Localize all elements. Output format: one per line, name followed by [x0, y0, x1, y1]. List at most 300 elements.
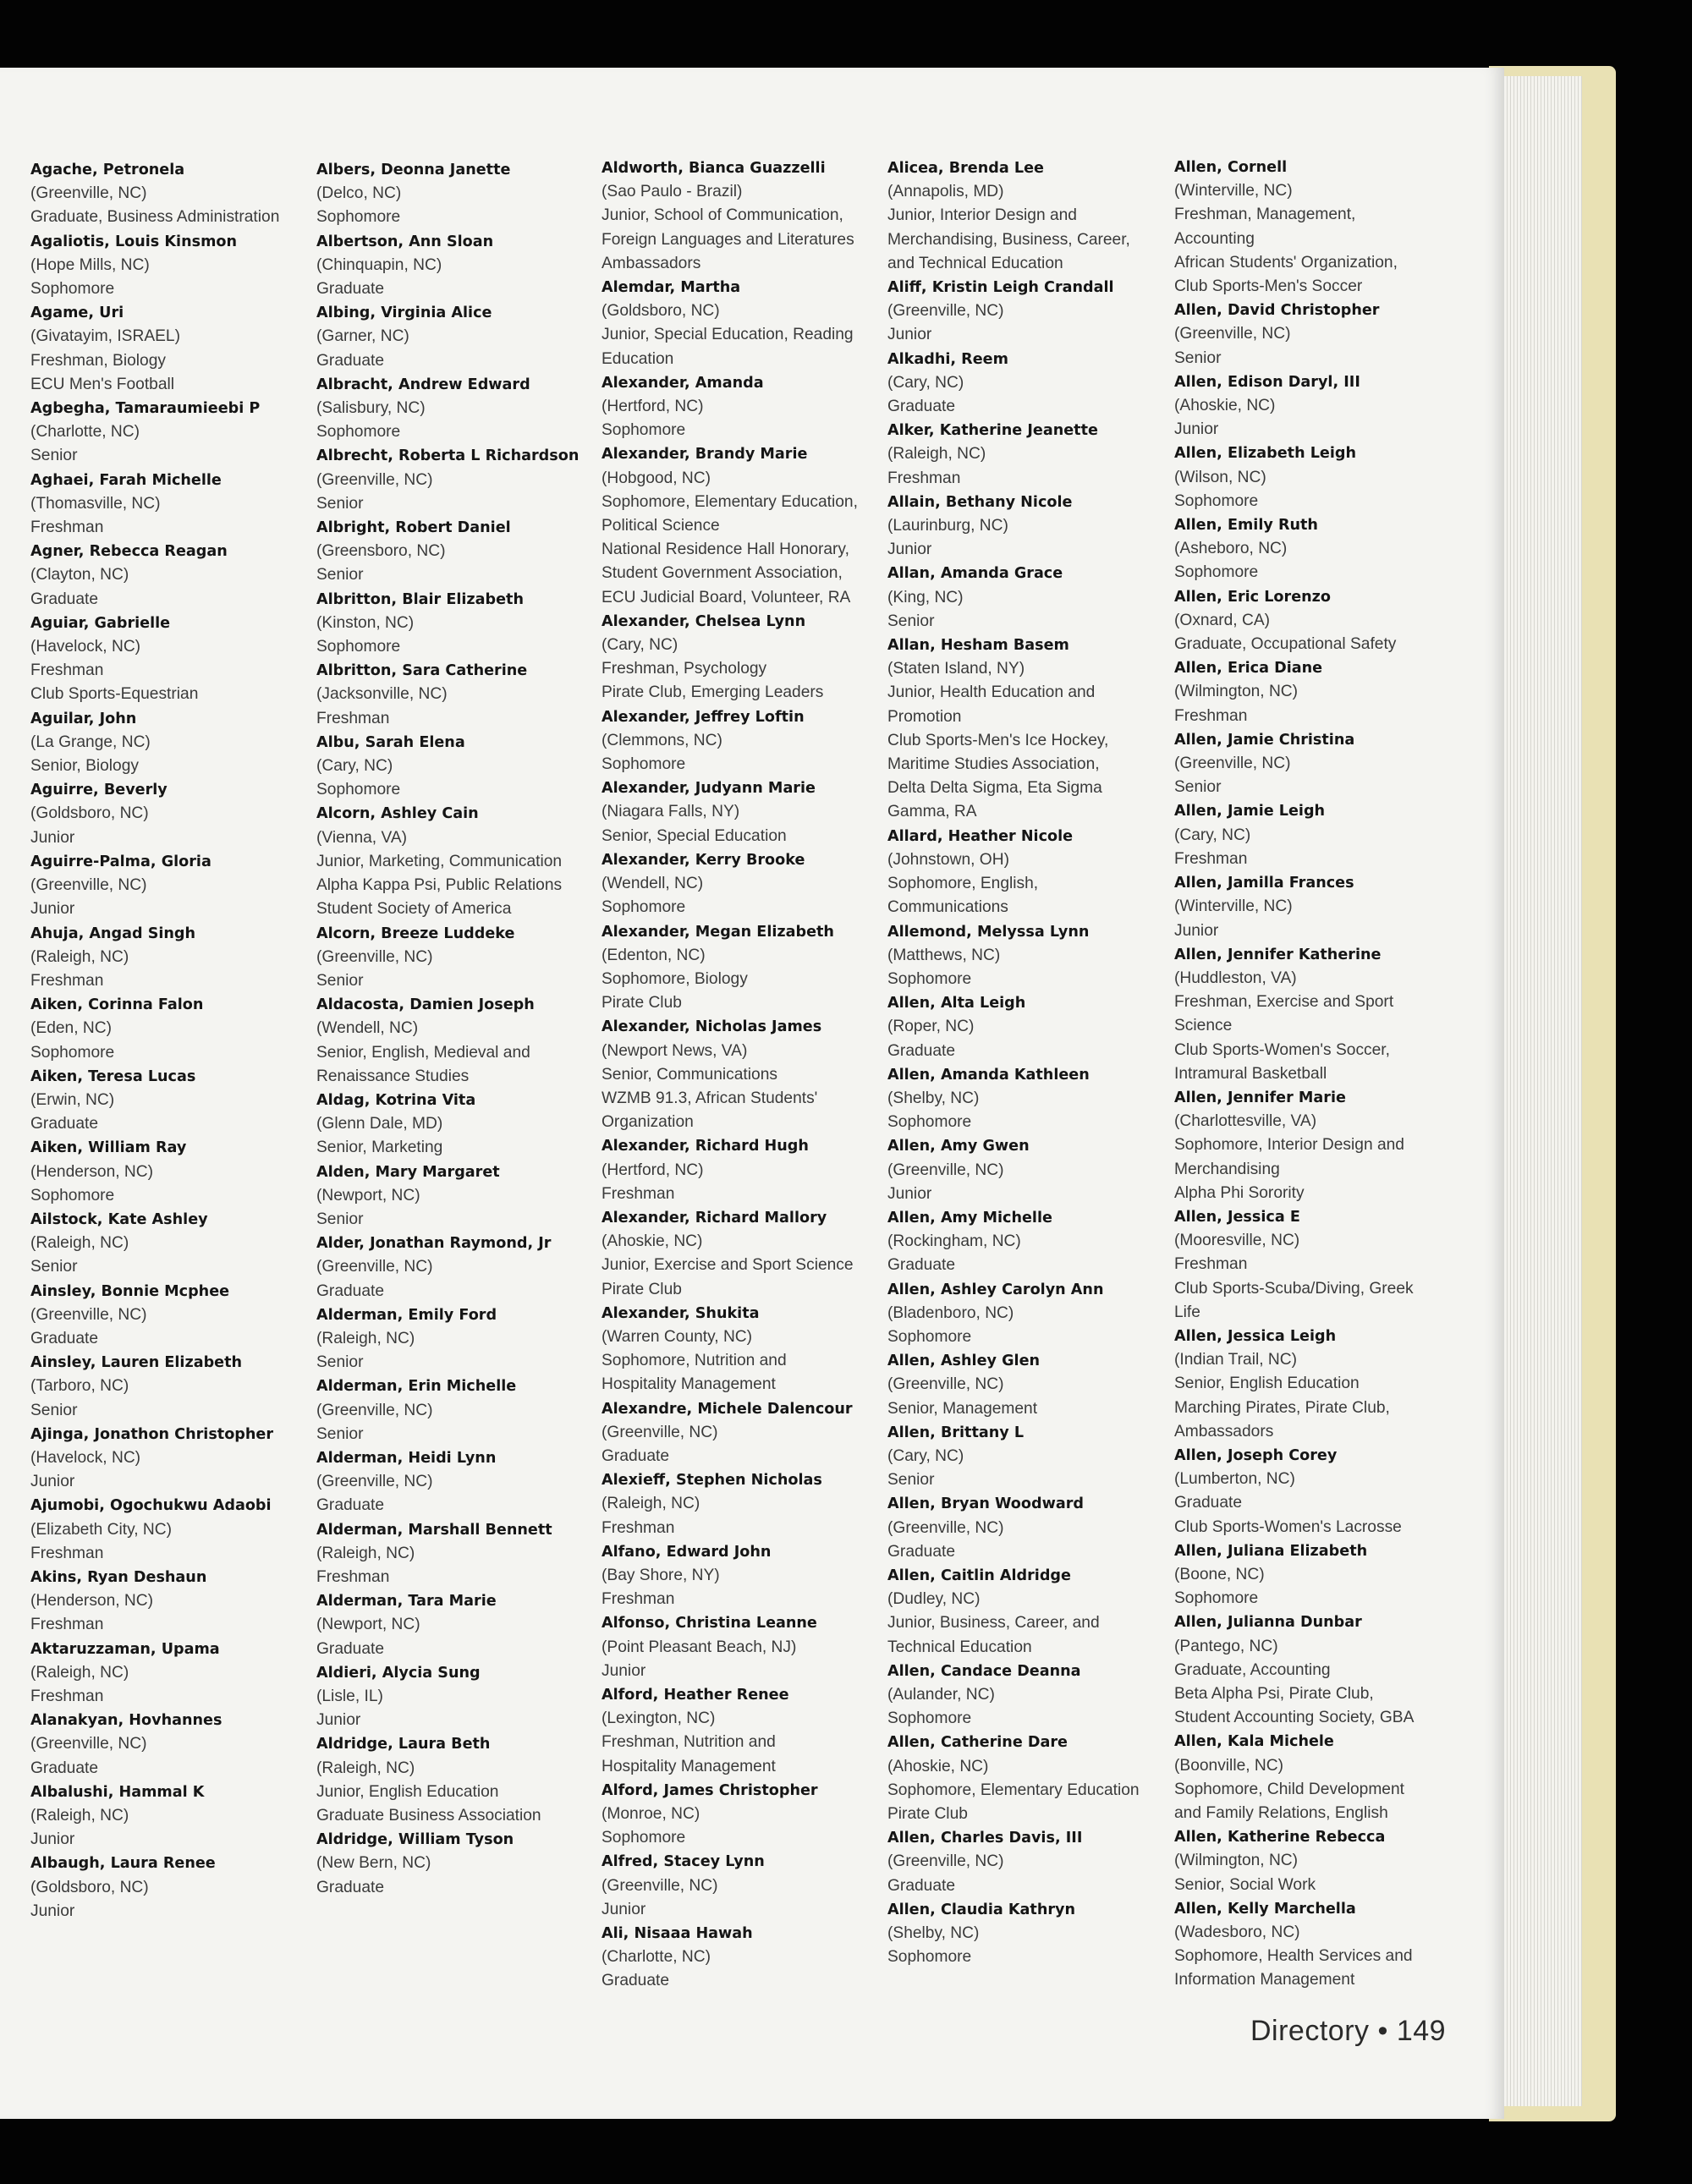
entry-name: Allen, Joseph Corey — [1174, 1446, 1338, 1464]
entry-detail: Club Sports-Women's Lacrosse — [1174, 1517, 1402, 1536]
entry-hometown: (Edenton, NC) — [602, 946, 706, 964]
entry-name: Allen, David Christopher — [1174, 302, 1380, 320]
directory-entry — [316, 1303, 596, 1375]
entry-detail: Graduate, Occupational Safety — [1174, 635, 1397, 654]
directory-entry — [30, 778, 310, 850]
entry-name: Allen, Candace Deanna — [887, 1662, 1081, 1680]
entry-detail: Junior, Special Education, Reading — [602, 326, 854, 344]
entry-name: Alexander, Megan Elizabeth — [602, 923, 834, 941]
entry-hometown: (Boone, NC) — [1174, 1565, 1265, 1583]
entry-hometown: (Greenville, NC) — [30, 1735, 147, 1753]
entry-name: Allen, Katherine Rebecca — [1174, 1829, 1386, 1847]
entry-detail: Club Sports-Men's Ice Hockey, — [887, 731, 1109, 749]
entry-detail: Sophomore — [316, 781, 401, 799]
directory-entry — [602, 276, 881, 371]
entry-name: Alder, Jonathan Raymond, Jr — [316, 1235, 552, 1253]
entry-detail: Junior, Marketing, Communication — [316, 852, 563, 870]
entry-hometown: (Hertford, NC) — [602, 398, 704, 416]
directory-entry — [602, 848, 881, 920]
entry-hometown: (Wilson, NC) — [1174, 468, 1266, 486]
entry-name: Aiken, Corinna Falon — [30, 996, 204, 1014]
entry-detail: Senior — [30, 1401, 78, 1419]
directory-entry — [30, 612, 310, 707]
directory-entry — [1174, 156, 1453, 299]
directory-entry — [887, 1660, 1167, 1731]
directory-entry — [887, 920, 1167, 992]
entry-name: Aghaei, Farah Michelle — [30, 471, 222, 489]
entry-detail: Freshman, Psychology — [602, 660, 767, 678]
entry-detail: Graduate — [30, 590, 99, 608]
entry-hometown: (Rockingham, NC) — [887, 1232, 1021, 1251]
directory-entry — [602, 1540, 881, 1612]
entry-name: Alexander, Kerry Brooke — [602, 851, 805, 869]
entry-name: Alfonso, Christina Leanne — [602, 1615, 817, 1633]
directory-entry — [602, 1468, 881, 1540]
entry-detail: Senior — [316, 971, 364, 990]
directory-entry — [887, 1731, 1167, 1826]
entry-name: Aldag, Kotrina Vita — [316, 1091, 476, 1109]
directory-entry — [602, 1206, 881, 1302]
entry-detail: Sophomore — [887, 1709, 972, 1728]
entry-name: Allen, Bryan Woodward — [887, 1495, 1084, 1513]
entry-detail: Freshman — [1174, 1255, 1248, 1274]
directory-entry — [316, 1375, 596, 1446]
entry-detail: Junior — [30, 1830, 75, 1849]
entry-detail: Sophomore — [30, 280, 115, 299]
entry-detail: Freshman, Management, — [1174, 206, 1356, 224]
directory-entry — [30, 1136, 310, 1208]
entry-detail: Sophomore — [602, 1829, 686, 1847]
entry-detail: Graduate — [30, 1115, 99, 1133]
entry-hometown: (Ahoskie, NC) — [1174, 397, 1276, 415]
entry-detail: Sophomore, English, — [887, 875, 1039, 893]
directory-entry — [602, 1683, 881, 1779]
entry-detail: Foreign Languages and Literatures — [602, 230, 854, 249]
entry-hometown: (Niagara Falls, NY) — [602, 803, 740, 821]
entry-hometown: (Raleigh, NC) — [602, 1495, 700, 1513]
entry-name: Allen, Amy Gwen — [887, 1138, 1030, 1155]
entry-detail: Pirate Club — [602, 1280, 682, 1298]
entry-hometown: (Winterville, NC) — [1174, 182, 1293, 200]
directory-entry — [887, 1826, 1167, 1898]
directory-entry — [1174, 1611, 1453, 1730]
entry-hometown: (Staten Island, NY) — [887, 660, 1025, 678]
entry-hometown: (Vienna, VA) — [316, 828, 408, 847]
entry-name: Allemond, Melyssa Lynn — [887, 923, 1090, 941]
entry-hometown: (Greenville, NC) — [316, 947, 433, 966]
directory-entry — [316, 158, 596, 230]
entry-name: Allen, Erica Diane — [1174, 660, 1323, 678]
directory-entry — [1174, 513, 1453, 585]
entry-detail: Freshman, Nutrition and — [602, 1733, 776, 1752]
directory-entry — [316, 1589, 596, 1661]
entry-name: Allen, Jamilla Frances — [1174, 875, 1354, 892]
entry-hometown: (Givatayim, ISRAEL) — [30, 327, 180, 346]
entry-detail: Sophomore — [887, 1948, 972, 1967]
directory-entry — [1174, 656, 1453, 728]
directory-entry — [602, 610, 881, 705]
entry-detail: Senior — [316, 1424, 364, 1443]
entry-detail: Sophomore, Interior Design and — [1174, 1136, 1404, 1155]
entry-detail: Graduate, Accounting — [1174, 1660, 1331, 1679]
entry-hometown: (Goldsboro, NC) — [602, 302, 720, 321]
entry-name: Allen, Jennifer Katherine — [1174, 946, 1382, 963]
entry-detail: Sophomore — [602, 421, 686, 440]
entry-hometown: (Greenville, NC) — [887, 1161, 1004, 1179]
entry-name: Agbegha, Tamaraumieebi P — [30, 400, 261, 418]
directory-entry — [1174, 1205, 1453, 1325]
entry-detail: Pirate Club — [887, 1805, 968, 1824]
entry-name: Allen, Kelly Marchella — [1174, 1900, 1356, 1918]
entry-hometown: (Raleigh, NC) — [30, 1663, 129, 1682]
directory-entry — [602, 705, 881, 777]
entry-detail: African Students' Organization, — [1174, 253, 1398, 272]
entry-detail: Senior — [316, 494, 364, 513]
entry-detail: Junior — [316, 1711, 361, 1730]
entry-name: Alderman, Tara Marie — [316, 1593, 497, 1611]
entry-name: Allan, Hesham Basem — [887, 637, 1069, 655]
entry-detail: Freshman — [30, 1616, 104, 1634]
entry-detail: Senior — [30, 1258, 78, 1276]
directory-entry — [887, 419, 1167, 491]
directory-entry — [30, 1280, 310, 1352]
entry-name: Alexandre, Michele Dalencour — [602, 1400, 853, 1418]
entry-hometown: (Matthews, NC) — [887, 946, 1001, 964]
entry-name: Alexander, Chelsea Lynn — [602, 612, 806, 630]
entry-detail: Sophomore, Biology — [602, 969, 748, 988]
entry-detail: Life — [1174, 1303, 1200, 1321]
entry-hometown: (Greensboro, NC) — [316, 542, 446, 561]
entry-detail: Senior, English Education — [1174, 1375, 1360, 1393]
entry-hometown: (Henderson, NC) — [30, 1592, 154, 1611]
entry-hometown: (Lisle, IL) — [316, 1687, 383, 1705]
entry-detail: Student Society of America — [316, 900, 512, 919]
directory-entry — [887, 1063, 1167, 1135]
entry-hometown: (Oxnard, CA) — [1174, 611, 1271, 629]
entry-name: Allen, Jamie Christina — [1174, 731, 1355, 749]
directory-entry — [316, 1089, 596, 1161]
directory-entry — [1174, 728, 1453, 800]
directory-entry — [316, 373, 596, 445]
entry-detail: Graduate — [30, 1329, 99, 1347]
directory-entry — [316, 516, 596, 588]
entry-name: Aguiar, Gabrielle — [30, 614, 171, 632]
entry-detail: Gamma, RA — [887, 803, 977, 821]
entry-hometown: (Greenville, NC) — [1174, 755, 1291, 773]
entry-detail: Sophomore — [30, 1043, 115, 1062]
directory-entry — [30, 158, 310, 230]
directory-entry — [30, 397, 310, 469]
entry-detail: Graduate — [316, 280, 385, 299]
directory-entry — [602, 1015, 881, 1134]
entry-detail: Freshman — [1174, 706, 1248, 725]
entry-name: Albracht, Andrew Edward — [316, 376, 530, 393]
entry-name: Albers, Deonna Janette — [316, 162, 511, 178]
entry-name: Alden, Mary Margaret — [316, 1163, 500, 1181]
entry-name: Alfano, Edward John — [602, 1543, 772, 1561]
entry-hometown: (Tarboro, NC) — [30, 1377, 129, 1396]
entry-detail: Club Sports-Scuba/Diving, Greek — [1174, 1279, 1414, 1298]
entry-name: Allen, Claudia Kathryn — [887, 1901, 1076, 1918]
entry-hometown: (Newport News, VA) — [602, 1041, 748, 1060]
entry-name: Allen, Julianna Dunbar — [1174, 1614, 1362, 1632]
entry-name: Ajumobi, Ogochukwu Adaobi — [30, 1497, 272, 1515]
entry-name: Albertson, Ann Sloan — [316, 233, 494, 250]
entry-name: Allen, Juliana Elizabeth — [1174, 1542, 1368, 1560]
entry-detail: Sophomore — [1174, 491, 1259, 510]
directory-entry — [887, 1898, 1167, 1970]
entry-detail: Sophomore — [316, 208, 401, 227]
entry-hometown: (Greenville, NC) — [316, 1473, 433, 1491]
directory-entry — [602, 1779, 881, 1851]
entry-name: Aguilar, John — [30, 710, 137, 727]
directory-entry — [1174, 299, 1453, 370]
entry-detail: Student Accounting Society, GBA — [1174, 1709, 1415, 1727]
directory-entry — [30, 1494, 310, 1566]
directory-entry — [1174, 1730, 1453, 1825]
directory-entry — [316, 230, 596, 302]
directory-entry — [30, 1208, 310, 1280]
entry-hometown: (Henderson, NC) — [30, 1162, 154, 1181]
entry-detail: Club Sports-Women's Soccer, — [1174, 1040, 1390, 1059]
entry-detail: Graduate — [887, 1542, 956, 1561]
entry-detail: Club Sports-Men's Soccer — [1174, 277, 1363, 296]
entry-hometown: (Wilmington, NC) — [1174, 683, 1299, 701]
entry-hometown: (Clemmons, NC) — [602, 731, 722, 749]
entry-detail: Communications — [887, 898, 1008, 917]
entry-hometown: (Raleigh, NC) — [30, 1234, 129, 1253]
entry-detail: Merchandising, Business, Career, — [887, 230, 1130, 249]
entry-hometown: (Indian Trail, NC) — [1174, 1351, 1298, 1369]
entry-hometown: (Charlotte, NC) — [602, 1948, 711, 1967]
entry-detail: Senior, Social Work — [1174, 1875, 1316, 1894]
directory-entry — [1174, 1325, 1453, 1444]
directory-entry — [316, 993, 596, 1089]
directory-entry — [887, 634, 1167, 825]
entry-detail: Graduate — [1174, 1494, 1243, 1512]
entry-detail: Junior — [1174, 921, 1219, 940]
entry-detail: and Technical Education — [887, 254, 1063, 272]
directory-entry — [602, 1611, 881, 1683]
entry-hometown: (Elizabeth City, NC) — [30, 1520, 173, 1539]
entry-detail: WZMB 91.3, African Students' — [602, 1089, 818, 1107]
entry-detail: Graduate — [887, 1256, 956, 1275]
entry-name: Alanakyan, Hovhannes — [30, 1712, 222, 1730]
directory-entry — [1174, 943, 1453, 1086]
entry-hometown: (Shelby, NC) — [887, 1924, 980, 1943]
directory-entry — [602, 1302, 881, 1397]
directory-entry — [1174, 1086, 1453, 1205]
entry-name: Albrecht, Roberta L Richardson — [316, 447, 580, 465]
entry-hometown: (Monroe, NC) — [602, 1805, 700, 1824]
entry-hometown: (Mooresville, NC) — [1174, 1232, 1300, 1250]
entry-hometown: (Hertford, NC) — [602, 1161, 704, 1179]
entry-name: Alkadhi, Reem — [887, 350, 1008, 368]
entry-name: Allen, Caitlin Aldridge — [887, 1567, 1071, 1584]
directory-entry — [30, 540, 310, 612]
entry-hometown: (Charlotte, NC) — [30, 423, 140, 442]
entry-detail: Junior, Exercise and Sport Science — [602, 1256, 854, 1275]
entry-name: Aldridge, William Tyson — [316, 1831, 514, 1849]
entry-detail: Sophomore, Nutrition and — [602, 1352, 787, 1370]
entry-hometown: (Shelby, NC) — [887, 1089, 980, 1107]
entry-detail: Junior, English Education — [316, 1782, 499, 1801]
directory-entry — [602, 920, 881, 1016]
entry-detail: Hospitality Management — [602, 1375, 776, 1394]
entry-detail: Information Management — [1174, 1971, 1355, 1989]
entry-hometown: (Aulander, NC) — [887, 1686, 995, 1704]
entry-name: Alcorn, Breeze Luddeke — [316, 925, 515, 942]
entry-detail: Senior, Biology — [30, 757, 139, 776]
directory-entry — [30, 1566, 310, 1638]
directory-entry — [602, 1397, 881, 1469]
entry-detail: Freshman — [1174, 849, 1248, 868]
entry-detail: Senior — [887, 612, 935, 630]
entry-name: Aguirre-Palma, Gloria — [30, 853, 212, 870]
entry-name: Allen, Jennifer Marie — [1174, 1089, 1346, 1106]
entry-name: Allen, Ashley Carolyn Ann — [887, 1281, 1104, 1298]
entry-detail: Graduate — [602, 1446, 670, 1465]
entry-detail: Club Sports-Equestrian — [30, 685, 199, 704]
directory-entry — [30, 301, 310, 397]
entry-hometown: (Cary, NC) — [887, 1446, 964, 1465]
entry-detail: Freshman — [30, 661, 104, 680]
entry-hometown: (Winterville, NC) — [1174, 897, 1293, 916]
entry-name: Alicea, Brenda Lee — [887, 160, 1044, 177]
entry-hometown: (Sao Paulo - Brazil) — [602, 183, 743, 201]
entry-hometown: (Ahoskie, NC) — [887, 1757, 989, 1775]
entry-detail: Sophomore, Elementary Education, — [602, 492, 858, 511]
entry-detail: Graduate — [316, 1496, 385, 1515]
entry-detail: Junior — [602, 1661, 646, 1680]
entry-hometown: (Goldsboro, NC) — [30, 1878, 149, 1896]
entry-detail: Beta Alpha Psi, Pirate Club, — [1174, 1685, 1374, 1703]
entry-hometown: (Lumberton, NC) — [1174, 1470, 1295, 1489]
entry-name: Allard, Heather Nicole — [887, 827, 1074, 845]
entry-detail: Freshman — [602, 1590, 675, 1609]
entry-detail: Pirate Club — [602, 994, 682, 1012]
directory-entry — [316, 802, 596, 921]
entry-detail: Organization — [602, 1113, 694, 1132]
entry-name: Albaugh, Laura Renee — [30, 1855, 216, 1873]
entry-detail: Science — [1174, 1017, 1233, 1035]
entry-detail: Sophomore — [887, 1113, 972, 1132]
entry-hometown: (Chinquapin, NC) — [316, 255, 442, 274]
entry-detail: Junior — [602, 1900, 646, 1918]
directory-entry — [30, 1638, 310, 1709]
entry-hometown: (Ahoskie, NC) — [602, 1232, 703, 1251]
directory-entry — [887, 276, 1167, 348]
entry-name: Agaliotis, Louis Kinsmon — [30, 233, 238, 250]
directory-entry — [887, 1206, 1167, 1278]
entry-detail: Ambassadors — [1174, 1422, 1274, 1440]
entry-detail: Promotion — [887, 707, 962, 726]
entry-detail: Sophomore — [316, 638, 401, 656]
entry-name: Alexander, Brandy Marie — [602, 446, 808, 464]
page-footer: Directory • 149 — [1250, 2015, 1447, 2047]
entry-hometown: (Point Pleasant Beach, NJ) — [602, 1638, 797, 1656]
entry-detail: Sophomore, Health Services and — [1174, 1947, 1413, 1966]
directory-entry — [316, 1232, 596, 1303]
entry-detail: Graduate — [316, 1878, 385, 1896]
directory-entry — [1174, 1539, 1453, 1611]
directory-column-5 — [1174, 156, 1453, 1993]
entry-name: Aldridge, Laura Beth — [316, 1736, 491, 1753]
entry-hometown: (Wendell, NC) — [316, 1019, 419, 1038]
entry-detail: Senior — [887, 1471, 935, 1490]
entry-name: Aldacosta, Damien Joseph — [316, 996, 535, 1014]
entry-hometown: (Greenville, NC) — [1174, 325, 1291, 343]
directory-entry — [602, 442, 881, 609]
directory-entry — [316, 1828, 596, 1900]
entry-hometown: (Greenville, NC) — [30, 184, 147, 203]
entry-detail: Graduate — [887, 1876, 956, 1895]
entry-hometown: (Wilmington, NC) — [1174, 1852, 1299, 1870]
directory-entry — [1174, 585, 1453, 657]
entry-detail: Graduate — [316, 351, 385, 370]
entry-hometown: (Havelock, NC) — [30, 638, 141, 656]
entry-name: Agner, Rebecca Reagan — [30, 543, 228, 561]
directory-entry — [316, 922, 596, 994]
entry-name: Akins, Ryan Deshaun — [30, 1568, 207, 1586]
entry-detail: Senior — [30, 447, 78, 465]
entry-hometown: (La Grange, NC) — [30, 733, 151, 751]
entry-name: Alexander, Judyann Marie — [602, 780, 816, 798]
entry-hometown: (Delco, NC) — [316, 184, 402, 203]
page-stack-edge — [1497, 76, 1582, 2106]
entry-hometown: (Greenville, NC) — [316, 470, 433, 489]
entry-hometown: (Greenville, NC) — [887, 1518, 1004, 1537]
entry-name: Allen, Jessica E — [1174, 1208, 1300, 1226]
entry-name: Alemdar, Martha — [602, 279, 741, 297]
entry-detail: Freshman — [30, 1544, 104, 1562]
directory-entry — [602, 1134, 881, 1206]
entry-hometown: (Asheboro, NC) — [1174, 540, 1288, 558]
entry-name: Alcorn, Ashley Cain — [316, 805, 479, 823]
directory-entry — [30, 230, 310, 302]
directory-entry — [316, 1661, 596, 1733]
entry-detail: Student Government Association, — [602, 564, 843, 583]
directory-entry — [316, 444, 596, 516]
entry-detail: Maritime Studies Association, — [887, 755, 1100, 774]
entry-detail: Pirate Club, Emerging Leaders — [602, 683, 824, 702]
entry-detail: Sophomore — [316, 423, 401, 442]
entry-hometown: (Eden, NC) — [30, 1019, 112, 1038]
directory-entry — [30, 1852, 310, 1923]
entry-detail: Junior — [887, 541, 932, 559]
entry-detail: Sophomore, Child Development — [1174, 1780, 1404, 1798]
entry-hometown: (Hope Mills, NC) — [30, 255, 150, 274]
directory-entry — [316, 731, 596, 803]
entry-detail: Junior, School of Communication, — [602, 206, 843, 225]
directory-entry — [602, 1922, 881, 1994]
entry-name: Alford, James Christopher — [602, 1781, 818, 1799]
entry-hometown: (Greenville, NC) — [887, 302, 1004, 321]
entry-detail: Delta Delta Sigma, Eta Sigma — [887, 779, 1102, 798]
entry-hometown: (Charlottesville, VA) — [1174, 1112, 1317, 1131]
entry-detail: Merchandising — [1174, 1160, 1280, 1178]
entry-detail: Senior, Management — [887, 1399, 1038, 1418]
entry-name: Albright, Robert Daniel — [316, 519, 511, 537]
entry-name: Aldworth, Bianca Guazzelli — [602, 160, 826, 177]
directory-entry — [887, 156, 1167, 276]
entry-detail: Junior — [30, 900, 75, 919]
entry-detail: Freshman — [30, 971, 104, 990]
entry-detail: Alpha Kappa Psi, Public Relations — [316, 876, 563, 895]
directory-entry — [887, 991, 1167, 1063]
entry-name: Alexander, Shukita — [602, 1304, 760, 1322]
entry-name: Allen, Ashley Glen — [887, 1353, 1041, 1370]
